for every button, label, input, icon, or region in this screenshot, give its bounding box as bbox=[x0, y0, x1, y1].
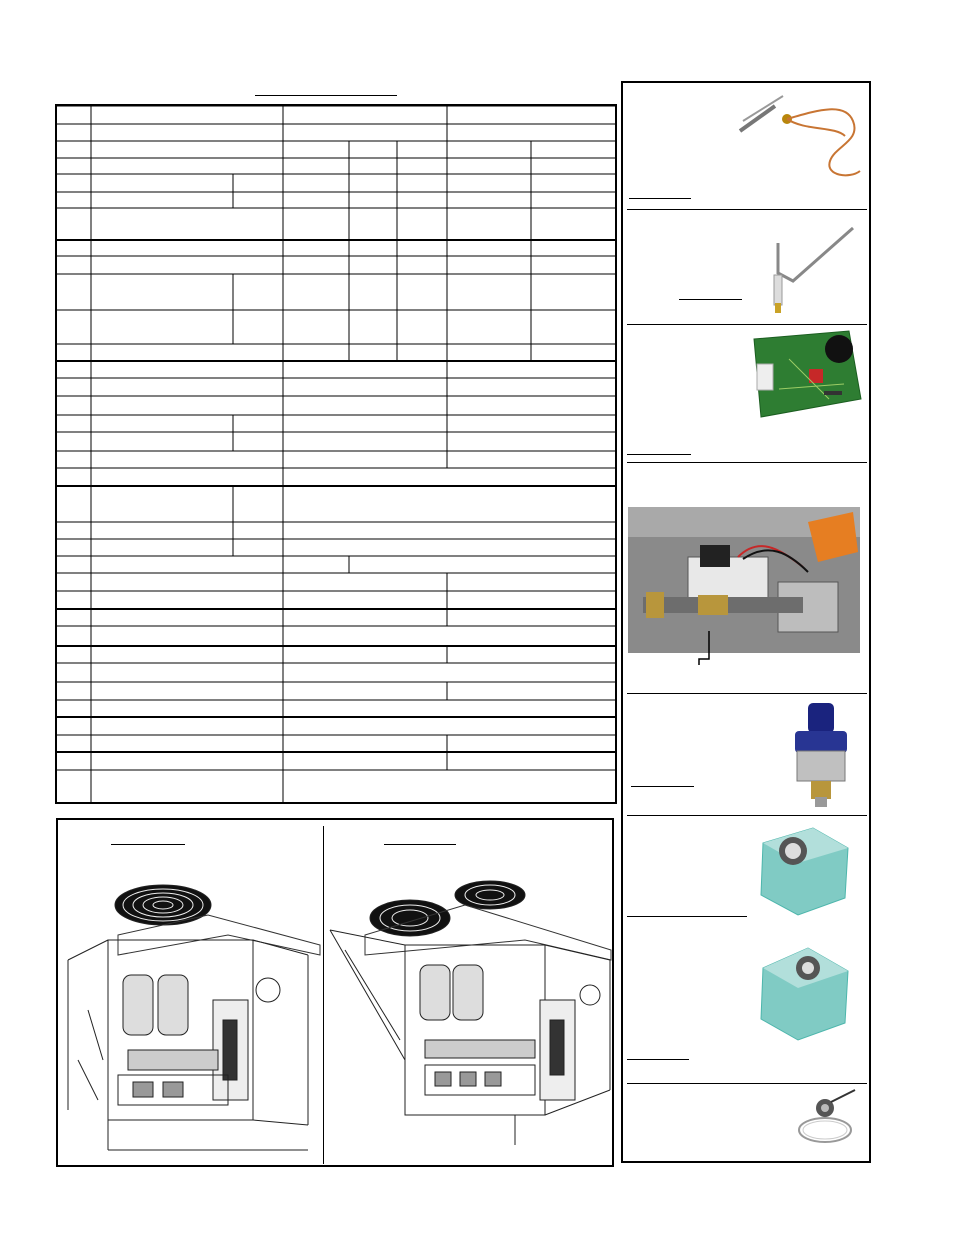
fan-coil-right-a bbox=[370, 900, 450, 936]
left-unit-drawing bbox=[58, 860, 323, 1165]
thermocouple-icon bbox=[735, 91, 865, 186]
right-caption-underline bbox=[384, 844, 456, 845]
circuit-board-icon bbox=[749, 329, 864, 419]
temperature-sensor-icon bbox=[795, 1088, 865, 1148]
thermocouple-label-underline bbox=[629, 198, 691, 199]
pressure-sensor-label-underline bbox=[631, 786, 694, 787]
spec-table bbox=[55, 104, 617, 804]
panel-divider bbox=[627, 324, 867, 325]
unit-drawings bbox=[56, 818, 614, 1167]
gas-valve-pointer bbox=[695, 631, 719, 667]
parts-panel bbox=[621, 81, 871, 1163]
pressure-switch-icon bbox=[753, 823, 853, 918]
fan-coil-left bbox=[115, 885, 211, 925]
panel-divider bbox=[627, 209, 867, 210]
gas-valve-icon bbox=[628, 507, 860, 653]
panel-divider bbox=[627, 462, 867, 463]
table-title-underline bbox=[255, 95, 397, 96]
pressure-switch-b-label-underline bbox=[627, 1059, 689, 1060]
right-unit-drawing bbox=[325, 860, 614, 1165]
spec-table-grid bbox=[57, 106, 615, 802]
panel-divider bbox=[627, 815, 867, 816]
igniter-icon bbox=[768, 223, 863, 318]
drawing-divider bbox=[323, 826, 324, 1164]
igniter-label-underline bbox=[679, 299, 742, 300]
panel-divider bbox=[627, 693, 867, 694]
control-board-label-underline bbox=[627, 454, 691, 455]
left-caption-underline bbox=[111, 844, 185, 845]
panel-divider bbox=[627, 1083, 867, 1084]
pressure-sensor-icon bbox=[783, 701, 858, 811]
pressure-switch-a-label-underline bbox=[627, 916, 747, 917]
pressure-switch-icon bbox=[753, 943, 853, 1043]
